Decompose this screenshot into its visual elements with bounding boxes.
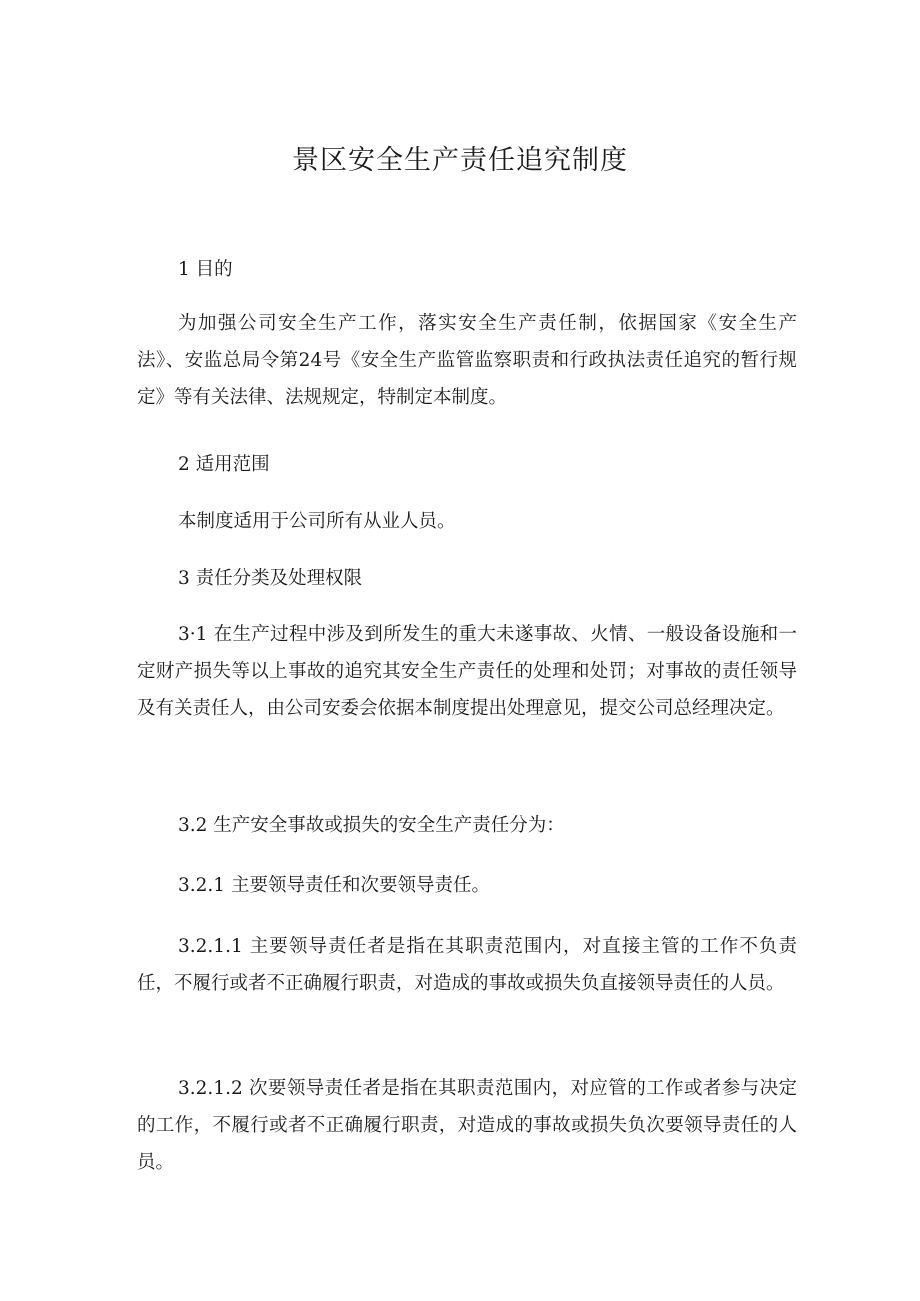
paragraph-purpose: 为加强公司安全生产工作，落实安全生产责任制，依据国家《安全生产法》、安监总局令第24号《安全生产监管监察职责和行政执法责任追究的暂行规定》等有关法律、法规规定，特制定本制度。 [137,313,797,408]
paragraph-3-2: 3.2 生产安全事故或损失的安全生产责任分为： [178,815,565,836]
document-title: 景区安全生产责任追究制度 [292,145,628,176]
paragraph-3-2-1: 3.2.1 主要领导责任和次要领导责任。 [178,875,490,896]
section-heading-scope: 2 适用范围 [178,454,270,475]
section-heading-responsibility: 3 责任分类及处理权限 [178,568,363,589]
paragraph-3-1: 3·1 在生产过程中涉及到所发生的重大未遂事故、火情、一般设备设施和一定财产损失等以上事故的追究其安全生产责任的处理和处罚；对事故的责任领导及有关责任人，由公司安委会依据本制度提出处理意见，提交公司总经理决定。 [137,624,797,719]
paragraph-3-2-1-2: 3.2.1.2 次要领导责任者是指在其职责范围内，对应管的工作或者参与决定的工作，不履行或者不正确履行职责，对造成的事故或损失负次要领导责任的人员。 [137,1078,797,1173]
paragraph-scope: 本制度适用于公司所有从业人员。 [178,511,456,532]
paragraph-3-2-1-1: 3.2.1.1 主要领导责任者是指在其职责范围内，对直接主管的工作不负责任，不履行或者不正确履行职责，对造成的事故或损失负直接领导责任的人员。 [137,936,797,994]
section-heading-purpose: 1 目的 [178,259,233,280]
